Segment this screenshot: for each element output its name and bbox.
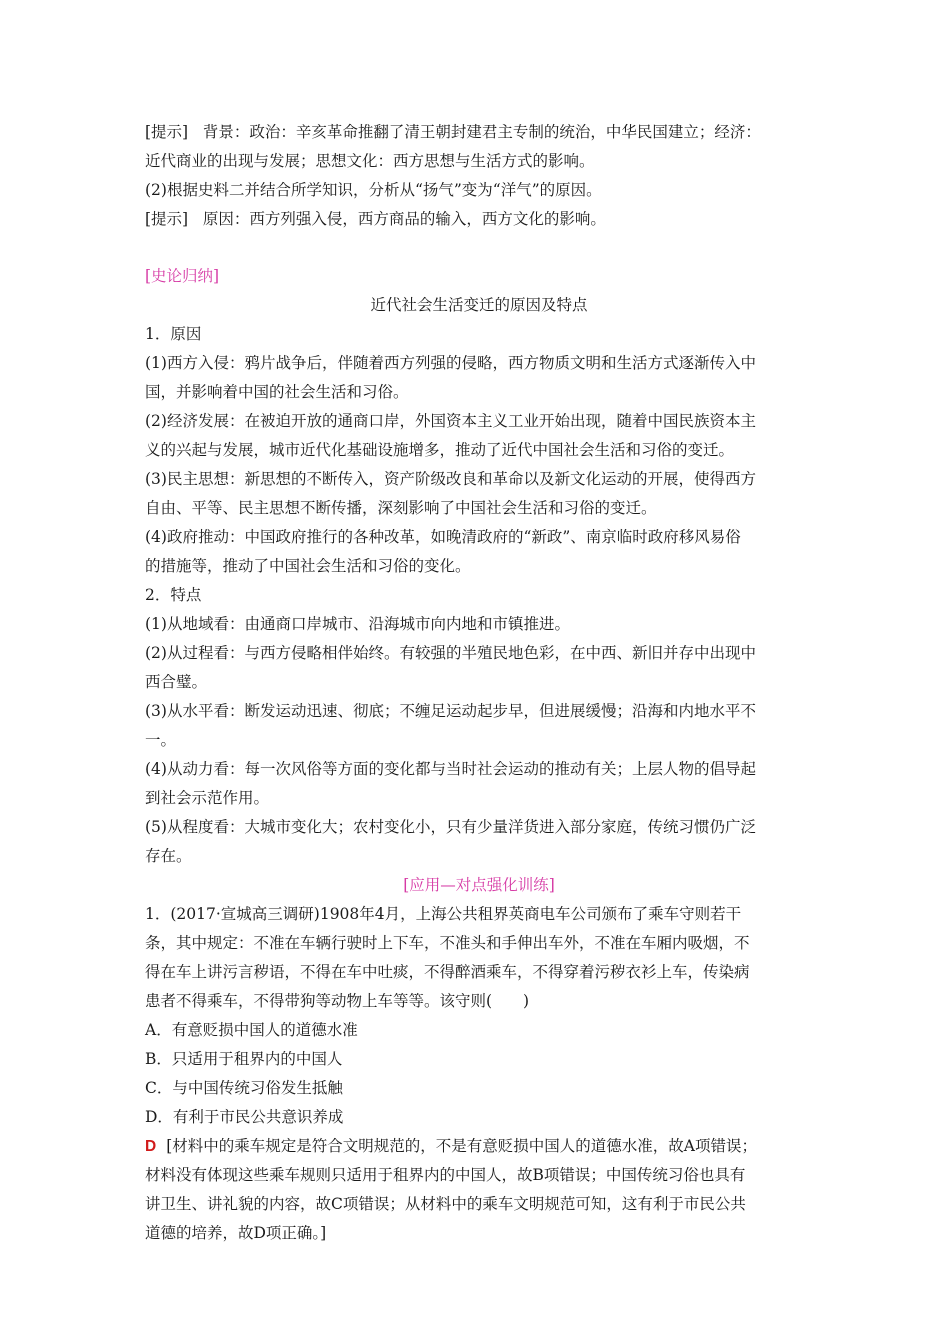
cause-item-line: (2)经济发展：在被迫开放的通商口岸，外国资本主义工业开始出现，随着中国民族资本主	[145, 412, 756, 430]
explanation-line	[145, 1132, 813, 1161]
question-line: 条，其中规定：不准在车辆行驶时上下车，不准头和手伸出车外，不准在车厢内吸烟，不	[145, 934, 750, 952]
hint-text: 背景：政治：辛亥革命推翻了清王朝封建君主专制的统治，中华民国建立；经济：	[202, 123, 761, 141]
cause-item-line: 的措施等，推动了中国社会生活和习俗的变化。	[145, 557, 471, 575]
cause-item-line: 国，并影响着中国的社会生活和习俗。	[145, 383, 409, 401]
feature-item-line: (5)从程度看：大城市变化大；农村变化小，只有少量洋货进入部分家庭，传统习惯仍广泛	[145, 818, 756, 836]
cause-item-line: 自由、平等、民主思想不断传播，深刻影响了中国社会生活和习俗的变迁。	[145, 499, 657, 517]
hint-text: 原因：西方列强入侵，西方商品的输入，西方文化的影响。	[202, 210, 606, 228]
question-line: 患者不得乘车，不得带狗等动物上车等等。该守则( )	[145, 992, 530, 1010]
hint-line-2: 近代商业的出现与发展；思想文化：西方思想与生活方式的影响。	[145, 152, 595, 170]
answer-explanation	[145, 1132, 813, 1248]
answer-letter: D	[145, 1138, 157, 1155]
feature-item-line: (2)从过程看：与西方侵略相伴始终。有较强的半殖民地色彩，在中西、新旧并存中出现中	[145, 644, 756, 662]
section-title-causes: 1．原因	[145, 325, 202, 343]
cause-item-line: (3)民主思想：新思想的不断传入，资产阶级改良和革命以及新文化运动的开展，使得西方	[145, 470, 756, 488]
cause-item-line: (1)西方入侵：鸦片战争后，伴随着西方列强的侵略，西方物质文明和生活方式逐渐传入中	[145, 354, 756, 372]
option-d: D．有利于市民公共意识养成	[145, 1108, 344, 1126]
summary-tag: [史论归纳]	[145, 267, 220, 285]
option-a: A．有意贬损中国人的道德水准	[145, 1021, 358, 1039]
feature-item-line: (1)从地域看：由通商口岸城市、沿海城市向内地和市镇推进。	[145, 615, 570, 633]
options-list	[145, 1016, 813, 1132]
hint-line-1	[145, 118, 813, 147]
explanation-line: 道德的培养，故D项正确。]	[145, 1224, 327, 1242]
cause-item-line: 义的兴起与发展，城市近代化基础设施增多，推动了近代中国社会生活和习俗的变迁。	[145, 441, 735, 459]
document-content	[145, 118, 813, 1248]
option-c: C．与中国传统习俗发生抵触	[145, 1079, 343, 1097]
hint-2	[145, 205, 813, 234]
features-list	[145, 610, 813, 871]
causes-list	[145, 349, 813, 581]
explanation-text: [材料中的乘车规定是符合文明规范的，不是有意贬损中国人的道德水准，故A项错误；	[166, 1137, 757, 1155]
feature-item-line: 到社会示范作用。	[145, 789, 270, 807]
question-1	[145, 900, 813, 1016]
hint-label: [提示]	[145, 123, 189, 141]
explanation-line: 材料没有体现这些乘车规则只适用于租界内的中国人，故B项错误；中国传统习俗也具有	[145, 1166, 746, 1184]
practice-tag: [应用—对点强化训练]	[403, 876, 555, 894]
feature-item-line: 西合璧。	[145, 673, 208, 691]
explanation-line: 讲卫生、讲礼貌的内容，故C项错误；从材料中的乘车文明规范可知，这有利于市民公共	[145, 1195, 746, 1213]
question-2: (2)根据史料二并结合所学知识，分析从“扬气”变为“洋气”的原因。	[145, 181, 602, 199]
hint-label: [提示]	[145, 210, 189, 228]
question-line: 1．(2017·宣城高三调研)1908年4月，上海公共租界英商电车公司颁布了乘车守则若干	[145, 905, 742, 923]
feature-item-line: 一。	[145, 731, 177, 749]
feature-item-line: (4)从动力看：每一次风俗等方面的变化都与当时社会运动的推动有关；上层人物的倡导起	[145, 760, 756, 778]
feature-item-line: (3)从水平看：断发运动迅速、彻底；不缠足运动起步早，但进展缓慢；沿海和内地水平不	[145, 702, 756, 720]
feature-item-line: 存在。	[145, 847, 192, 865]
question-line: 得在车上讲污言秽语，不得在车中吐痰，不得醉酒乘车，不得穿着污秽衣衫上车，传染病	[145, 963, 750, 981]
option-b: B．只适用于租界内的中国人	[145, 1050, 343, 1068]
summary-title: 近代社会生活变迁的原因及特点	[370, 296, 588, 314]
cause-item-line: (4)政府推动：中国政府推行的各种改革，如晚清政府的“新政”、南京临时政府移风易俗	[145, 528, 741, 546]
section-title-features: 2．特点	[145, 586, 202, 604]
